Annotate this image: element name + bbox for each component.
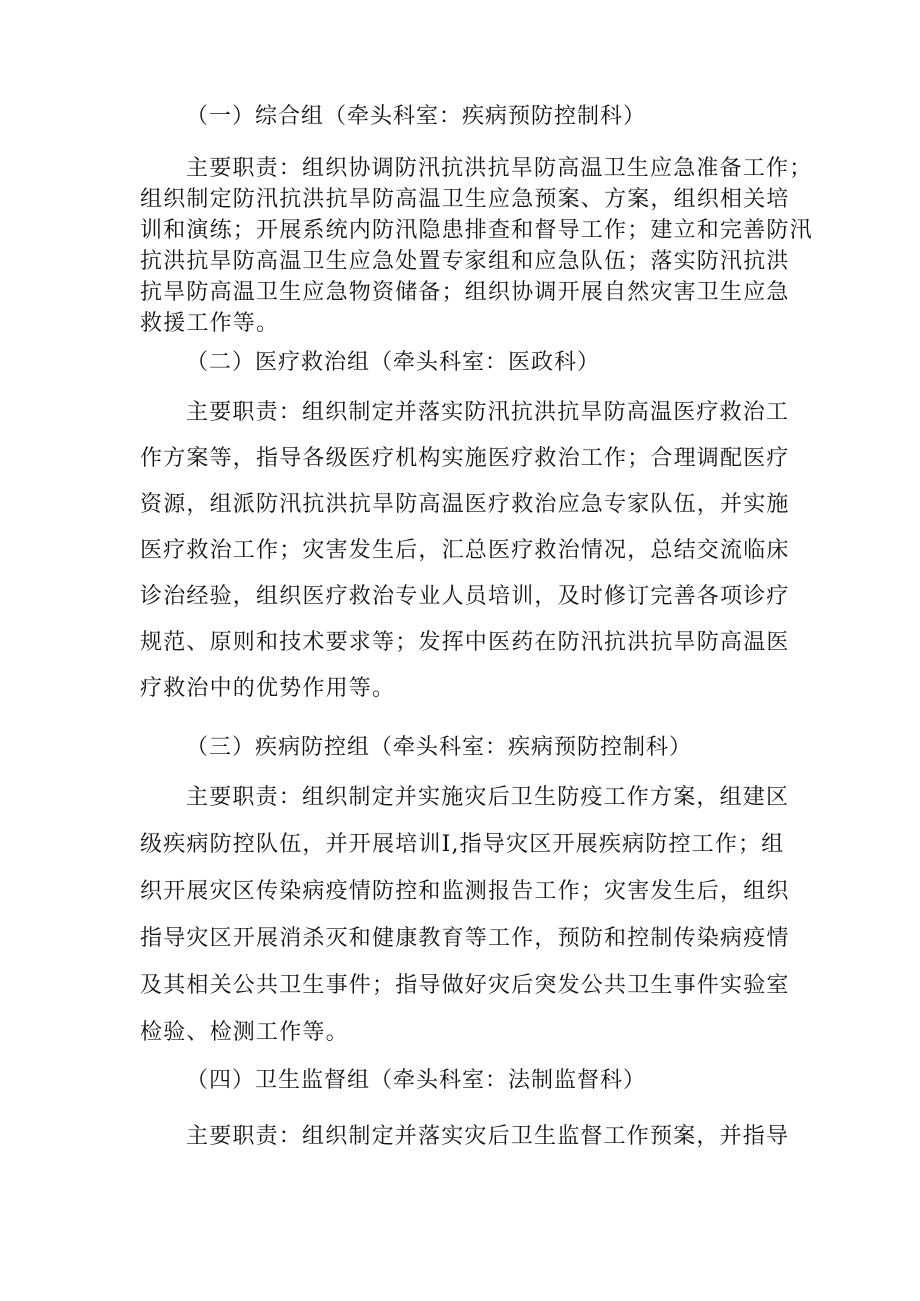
paragraph-line: 救援工作等。 [140,311,280,336]
paragraph-line: 抗旱防高温卫生应急物资储备；组织协调开展自然灾害卫生应急 [140,280,790,305]
paragraph-line: 医疗救治工作；灾害发生后，汇总医疗救治情况，总结交流临床 [140,538,790,563]
paragraph-line: 主要职责：组织协调防汛抗洪抗旱防高温卫生应急准备工作； [186,156,813,181]
paragraph-line: 检验、检测工作等。 [140,1020,349,1045]
paragraph-line: 组织制定防汛抗洪抗旱防高温卫生应急预案、方案，组织相关培 [140,187,790,212]
paragraph-line: 级疾病防控队伍，并开展培训I,指导灾区开展疾病防控工作；组 [140,832,785,857]
paragraph-line: 抗洪抗旱防高温卫生应急处置专家组和应急队伍；落实防汛抗洪 [140,249,790,274]
paragraph-line: 指导灾区开展消杀灭和健康教育等工作，预防和控制传染病疫情 [140,926,790,951]
paragraph-line: 疗救治中的优势作用等。 [140,676,396,701]
paragraph-line: 规范、原则和技术要求等；发挥中医药在防汛抗洪抗旱防高温医 [140,630,790,655]
paragraph-line: 训和演练；开展系统内防汛隐患排查和督导工作；建立和完善防汛 [140,218,813,243]
section-1-heading: （一）综合组（牵头科室：疾病预防控制科） [186,104,647,129]
section-3-heading: （三）疾病防控组（牵头科室：疾病预防控制科） [186,735,693,760]
paragraph-line: 织开展灾区传染病疫情防控和监测报告工作；灾害发生后，组织 [140,879,790,904]
section-2-heading: （二）医疗救治组（牵头科室：医政科） [186,350,601,375]
paragraph-line: 诊治经验，组织医疗救治专业人员培训，及时修订完善各项诊疗 [140,584,790,609]
section-4-heading: （四）卫生监督组（牵头科室：法制监督科） [186,1068,647,1093]
paragraph-line: 主要职责：组织制定并实施灾后卫生防疫工作方案，组建区 [186,785,790,810]
paragraph-line: 及其相关公共卫生事件；指导做好灾后突发公共卫生事件实验室 [140,973,790,998]
paragraph-line: 主要职责：组织制定并落实灾后卫生监督工作预案，并指导 [186,1124,790,1149]
paragraph-line: 作方案等，指导各级医疗机构实施医疗救治工作；合理调配医疗 [140,446,790,471]
paragraph-line: 资源，组派防汛抗洪抗旱防高温医疗救治应急专家队伍，并实施 [140,492,790,517]
paragraph-line: 主要职责：组织制定并落实防汛抗洪抗旱防高温医疗救治工 [186,400,790,425]
